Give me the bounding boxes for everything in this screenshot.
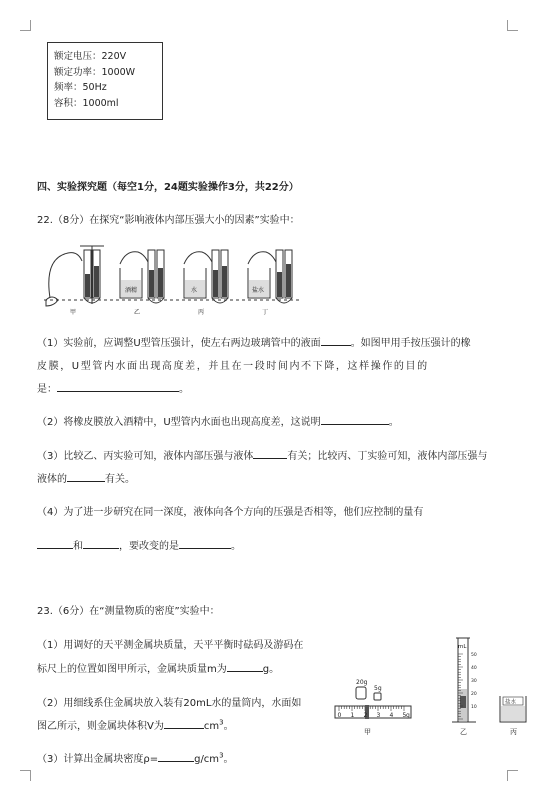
q22-part1-line1	[37, 334, 471, 349]
answer-blank[interactable]	[37, 538, 73, 549]
q22-p3-text-b: 有关；比较丙、丁实验可知，液体内部压强与	[287, 451, 488, 462]
scale-tick-label: 4	[389, 712, 394, 719]
spec-volume: 容积：1000ml	[54, 97, 119, 109]
q22-p2-text-a: （2）将橡皮膜放入酒精中，U型管内水面也出现高度差，这说明	[37, 417, 321, 428]
q23-p3-text-b: g/cm	[194, 754, 220, 765]
fig-label-bing-23: 丙	[510, 728, 517, 736]
fig-label-jia: 甲	[70, 309, 77, 316]
scale-tick-label: 3	[376, 712, 381, 719]
q22-p4-text-d: 。	[231, 541, 241, 552]
fig-label-yi-23: 乙	[460, 728, 467, 736]
corner-mark-bottom-left	[20, 770, 31, 781]
weight-label-20g: 20g	[356, 679, 368, 686]
spec-voltage: 额定电压：220V	[54, 51, 127, 62]
spec-power: 额定功率：1000W	[54, 66, 136, 78]
scale-tick-label: 2	[363, 712, 368, 719]
answer-blank[interactable]	[158, 751, 194, 762]
answer-blank[interactable]	[321, 414, 389, 425]
q22-part4-line2	[37, 537, 241, 552]
q23-p1-text-c: g。	[262, 664, 280, 675]
q22-p2-text-b: 。	[388, 417, 399, 428]
beaker-label-alcohol: 酒精	[125, 287, 138, 294]
answer-blank[interactable]	[83, 538, 119, 549]
q22-p4-text-c: ，要改变的是	[119, 541, 179, 552]
appliance-spec-box	[47, 42, 163, 120]
answer-blank[interactable]	[321, 335, 351, 346]
q23-p1-text-b: 标尺上的位置如图甲所示，金属块质量m为	[37, 664, 227, 675]
cylinder-tick-label: 50	[471, 653, 477, 658]
q22-p3-text-c: 液体的	[37, 474, 67, 485]
answer-blank[interactable]	[164, 718, 204, 729]
answer-blank[interactable]	[179, 538, 231, 549]
q22-part1-line2: 皮膜，U型管内水面出现高度差，并且在一段时间内不下降，这样操作的目的	[37, 361, 429, 372]
q22-p3-text-d: 有关。	[105, 474, 135, 485]
q23-p2-sup: 3	[219, 718, 224, 727]
q22-part4-line1: （4）为了进一步研究在同一深度，液体向各个方向的压强是否相等，他们应控制的量有	[37, 507, 424, 518]
answer-blank[interactable]	[57, 381, 179, 392]
fig-label-bing: 丙	[198, 309, 205, 316]
q23-part1-line2	[37, 660, 279, 675]
fig-label-yi: 乙	[134, 309, 141, 316]
q23-part2-line2	[37, 717, 234, 732]
q22-p1-text-d: 是：	[37, 384, 57, 395]
fig-label-ding: 丁	[262, 309, 269, 316]
beaker-label-brine: 盐水	[252, 287, 265, 294]
section-heading: 四、实验探究题（每空1分，24题实验操作3分，共22分）	[37, 182, 299, 193]
q22-pressure-gauge-figure	[44, 240, 304, 318]
cylinder-tick-label: 30	[471, 679, 477, 684]
q22-p1-text-a: （1）实验前，应调整U型管压强计，使左右两边玻璃管中的液面	[37, 338, 321, 349]
q22-p1-text-e: 。	[179, 384, 189, 395]
beaker-brine-label: 盐水	[505, 699, 517, 706]
q23-density-figure	[330, 634, 530, 744]
corner-mark-top-right	[507, 20, 518, 31]
q22-part1-line3	[37, 380, 189, 395]
q23-stem: 23.（6分）在“测量物质的密度”实验中：	[37, 606, 220, 617]
q23-p2-text-b: 图乙所示，则金属块体积V为	[37, 721, 164, 732]
q23-part3	[37, 750, 234, 765]
q22-p4-text-b: 和	[73, 541, 83, 552]
spec-frequency: 频率：50Hz	[54, 82, 107, 93]
scale-tick-label: 0	[337, 712, 342, 719]
scale-tick-label: 1	[350, 712, 355, 719]
cylinder-tick-label: 20	[471, 692, 477, 697]
q23-p3-text-c: 。	[223, 754, 234, 765]
q22-p1-text-b: 。如图甲用手按压强计的橡	[350, 338, 471, 349]
answer-blank[interactable]	[253, 448, 287, 459]
q22-part2	[37, 413, 399, 428]
q22-p3-text-a: （3）比较乙、丙实验可知，液体内部压强与液体	[37, 451, 254, 462]
beaker-label-water: 水	[191, 287, 198, 294]
q23-p2-text-d: 。	[223, 721, 234, 732]
scale-unit-label: g	[406, 712, 410, 719]
q23-p3-text-a: （3）计算出金属块密度ρ=	[37, 754, 159, 765]
q23-part1-line1: （1）用调好的天平测金属块质量，天平平衡时砝码及游码在	[37, 640, 304, 651]
q23-part2-line1: （2）用细线系住金属块放入装有20mL水的量筒内，水面如	[37, 698, 302, 709]
corner-mark-bottom-right	[507, 770, 518, 781]
cylinder-tick-label: 10	[471, 705, 477, 710]
answer-blank[interactable]	[227, 661, 263, 672]
scale-tick-label: 5	[402, 712, 407, 719]
fig-label-jia-23: 甲	[364, 728, 371, 736]
cylinder-unit: mL	[458, 644, 467, 650]
q22-part3-line2	[37, 470, 135, 485]
weight-label-5g: 5g	[374, 685, 382, 692]
q23-p2-text-c: cm	[203, 721, 220, 732]
q23-p3-sup: 3	[219, 751, 224, 760]
cylinder-tick-label: 40	[471, 666, 477, 671]
corner-mark-top-left	[20, 20, 31, 31]
q22-part3-line1	[37, 447, 487, 462]
answer-blank[interactable]	[67, 471, 105, 482]
q22-stem: 22.（8分）在探究“影响液体内部压强大小的因素”实验中：	[37, 215, 300, 226]
